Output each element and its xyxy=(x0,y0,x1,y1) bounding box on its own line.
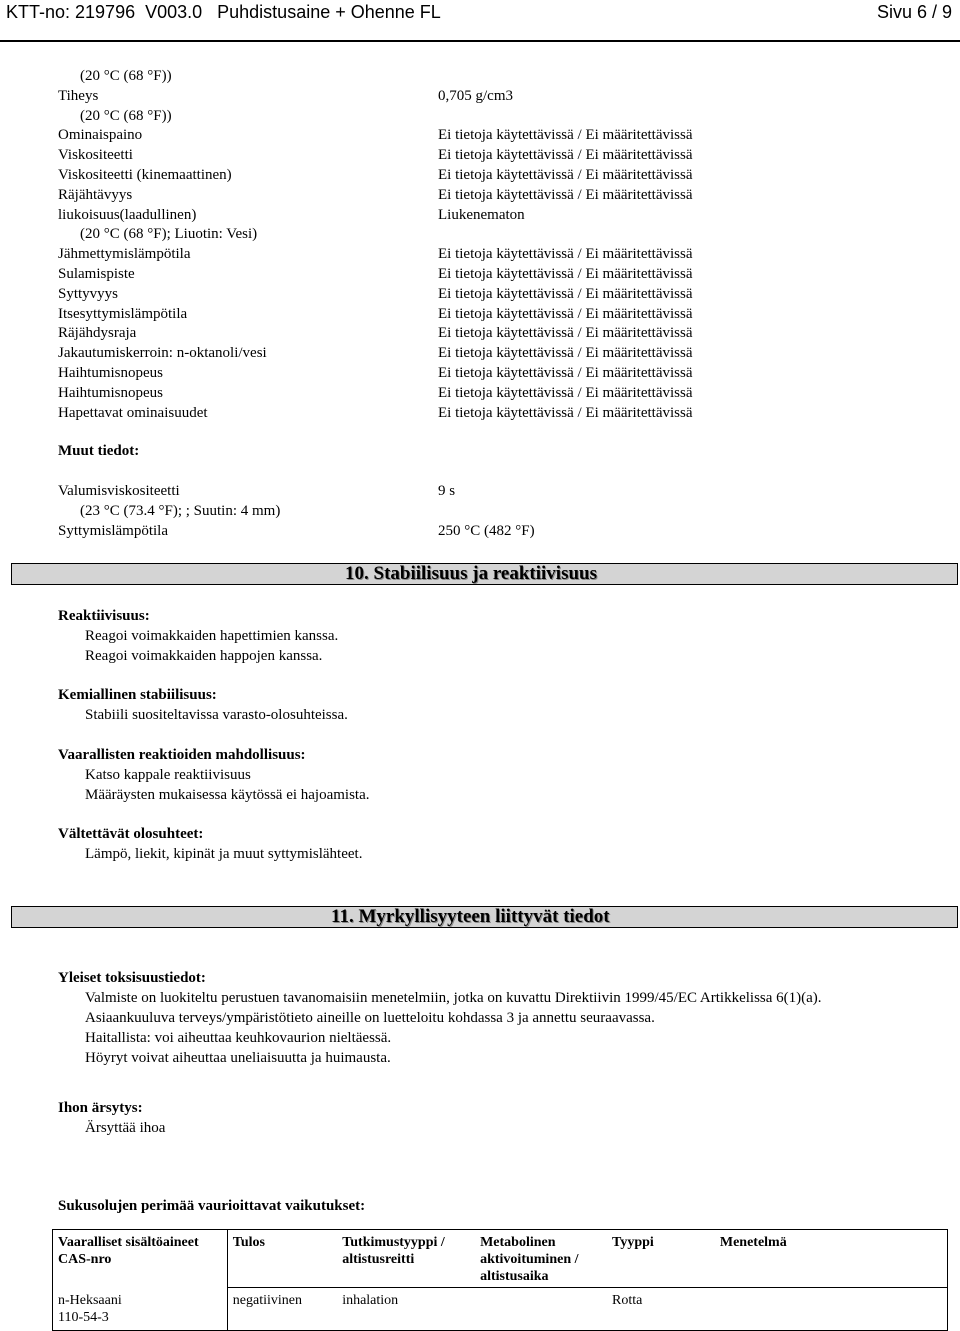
section-10-title: 10. Stabiilisuus ja reaktiivisuus xyxy=(345,563,598,584)
header-line: Menetelmä xyxy=(719,1235,787,1250)
reactivity-heading: Reaktiivisuus: xyxy=(58,608,150,624)
property-value: Ei tietoja käytettävissä / Ei määritettävissä xyxy=(438,384,693,401)
other-info-value: 250 °C (482 °F) xyxy=(438,523,535,539)
section-10-bar xyxy=(11,563,958,585)
property-row xyxy=(58,107,938,127)
properties-list xyxy=(58,67,938,423)
property-row xyxy=(58,146,938,166)
conditions-to-avoid-line: Lämpö, liekit, kipinät ja muut syttymislähteet. xyxy=(85,846,363,862)
other-info-label: Valumisviskositeetti xyxy=(58,483,180,499)
property-value: 0,705 g/cm3 xyxy=(438,87,513,104)
property-row xyxy=(58,265,938,285)
skin-irritation-heading: Ihon ärsytys: xyxy=(58,1100,143,1116)
general-toxicity-line: Haitallista: voi aiheuttaa keuhkovaurion nieltäessä. xyxy=(85,1030,392,1046)
other-info-heading: Muut tiedot: xyxy=(58,443,140,459)
general-toxicity-heading: Yleiset toksisuustiedot: xyxy=(58,970,206,986)
property-row xyxy=(58,166,938,186)
property-row xyxy=(58,404,938,424)
table-cell xyxy=(227,1288,337,1331)
table-row xyxy=(53,1288,948,1331)
table-cell xyxy=(53,1288,228,1331)
property-row xyxy=(58,87,938,107)
property-label: Tiheys xyxy=(58,87,99,104)
property-value: Ei tietoja käytettävissä / Ei määritettävissä xyxy=(438,404,693,421)
property-value: Ei tietoja käytettävissä / Ei määritettävissä xyxy=(438,166,693,183)
property-value: Ei tietoja käytettävissä / Ei määritettävissä xyxy=(438,127,693,144)
general-toxicity-line: Valmiste on luokiteltu perustuen tavanomaisiin menetelmiin, jotka on kuvattu Direktiivin 1999/45/EC Artikkelissa 6(1)(a). xyxy=(85,990,822,1006)
reactivity-line: Reagoi voimakkaiden happojen kanssa. xyxy=(85,648,323,664)
property-row xyxy=(58,344,938,364)
table-header-cell xyxy=(715,1230,948,1288)
property-label: Räjähdysraja xyxy=(58,325,137,342)
general-toxicity-line: Asiaankuuluva terveys/ympäristötieto aineille on luetteloitu kohdassa 3 ja annettu seuraavassa. xyxy=(85,1010,655,1026)
property-row xyxy=(58,206,938,226)
property-label: Räjähtävyys xyxy=(58,186,133,203)
property-value: Ei tietoja käytettävissä / Ei määritettävissä xyxy=(438,345,693,362)
property-label: Hapettavat ominaisuudet xyxy=(58,404,208,421)
skin-irritation-line: Ärsyttää ihoa xyxy=(85,1120,166,1136)
table-header-cell xyxy=(227,1230,337,1288)
header-line: Tulos xyxy=(232,1235,265,1250)
reactivity-line: Reagoi voimakkaiden hapettimien kanssa. xyxy=(85,628,339,644)
table-cell xyxy=(475,1288,607,1331)
property-label: Jähmettymislämpötila xyxy=(58,246,191,263)
property-row xyxy=(58,225,938,245)
property-row xyxy=(58,126,938,146)
property-value: Ei tietoja käytettävissä / Ei määritettävissä xyxy=(438,285,693,302)
property-row xyxy=(58,285,938,305)
cell-text: inhalation xyxy=(342,1293,399,1308)
table-header-cell xyxy=(337,1230,475,1288)
property-value: Ei tietoja käytettävissä / Ei määritettävissä xyxy=(438,364,693,381)
mutagenicity-heading: Sukusolujen perimää vaurioittavat vaikutukset: xyxy=(58,1198,366,1214)
property-row xyxy=(58,186,938,206)
mutagenicity-table xyxy=(52,1229,948,1331)
table-header-cell xyxy=(475,1230,607,1288)
property-label: (20 °C (68 °F)) xyxy=(80,107,172,124)
property-label: Ominaispaino xyxy=(58,127,143,144)
other-info-value: 9 s xyxy=(438,483,456,499)
property-label: Syttyvyys xyxy=(58,285,119,302)
property-value: Ei tietoja käytettävissä / Ei määritettävissä xyxy=(438,147,693,164)
page-number: Sivu 6 / 9 xyxy=(876,2,952,22)
property-label: Viskositeetti (kinemaattinen) xyxy=(58,166,232,183)
header-line: Tutkimustyyppi / altistusreitti xyxy=(342,1235,445,1267)
table-cell xyxy=(337,1288,475,1331)
property-value: Ei tietoja käytettävissä / Ei määritettävissä xyxy=(438,186,693,203)
header-line: Metabolinen aktivoituminen / altistusaika xyxy=(480,1235,579,1284)
property-row xyxy=(58,324,938,344)
property-row xyxy=(58,305,938,325)
hazardous-reactions-line: Katso kappale reaktiivisuus xyxy=(85,767,251,783)
property-label: Haihtumisnopeus xyxy=(58,384,163,401)
document-id: KTT-no: 219796 V003.0 Puhdistusaine + Ohenne FL xyxy=(6,2,441,22)
table-header-row xyxy=(53,1230,948,1288)
cell-text: negatiivinen xyxy=(232,1293,302,1308)
hazardous-reactions-heading: Vaarallisten reaktioiden mahdollisuus: xyxy=(58,747,306,763)
general-toxicity-line: Höyryt voivat aiheuttaa uneliaisuutta ja huimausta. xyxy=(85,1050,391,1066)
property-label: liukoisuus(laadullinen) xyxy=(58,206,197,223)
property-label: (20 °C (68 °F)) xyxy=(80,68,172,84)
property-value: Ei tietoja käytettävissä / Ei määritettävissä xyxy=(438,325,693,342)
property-row xyxy=(58,384,938,404)
table-cell xyxy=(607,1288,715,1331)
property-row xyxy=(58,245,938,265)
property-label: Sulamispiste xyxy=(58,265,135,282)
property-label: Viskositeetti xyxy=(58,147,133,164)
table-header-cell xyxy=(53,1230,228,1288)
header-line: Tyyppi xyxy=(612,1235,654,1250)
cell-text: Rotta xyxy=(612,1293,643,1308)
table-header-cell xyxy=(607,1230,715,1288)
header-line: Vaaralliset sisältöaineet CAS-nro xyxy=(58,1235,199,1267)
other-info-label: (23 °C (73.4 °F); ; Suutin: 4 mm) xyxy=(80,503,281,519)
property-row xyxy=(58,364,938,384)
property-value: Ei tietoja käytettävissä / Ei määritettävissä xyxy=(438,265,693,282)
property-row xyxy=(58,67,938,87)
table-cell xyxy=(715,1288,948,1331)
cell-text: n-Heksaani 110-54-3 xyxy=(58,1292,122,1325)
section-11-title: 11. Myrkyllisyyteen liittyvät tiedot xyxy=(331,906,610,927)
property-label: (20 °C (68 °F); Liuotin: Vesi) xyxy=(80,226,258,243)
page-header xyxy=(0,0,960,36)
other-info-label: Syttymislämpötila xyxy=(58,523,169,539)
property-label: Jakautumiskerroin: n-oktanoli/vesi xyxy=(58,345,267,362)
property-value: Ei tietoja käytettävissä / Ei määritettävissä xyxy=(438,246,693,263)
hazardous-reactions-line: Määräysten mukaisessa käytössä ei hajoamista. xyxy=(85,787,370,803)
property-value: Ei tietoja käytettävissä / Ei määritettävissä xyxy=(438,305,693,322)
section-11-bar xyxy=(11,906,958,928)
conditions-to-avoid-heading: Vältettävät olosuhteet: xyxy=(58,826,204,842)
header-divider xyxy=(0,40,960,42)
property-label: Haihtumisnopeus xyxy=(58,364,163,381)
property-value: Liukenematon xyxy=(438,206,525,223)
stability-heading: Kemiallinen stabiilisuus: xyxy=(58,687,217,703)
property-label: Itsesyttymislämpötila xyxy=(58,305,188,322)
stability-line: Stabiili suositeltavissa varasto-olosuhteissa. xyxy=(85,707,348,723)
